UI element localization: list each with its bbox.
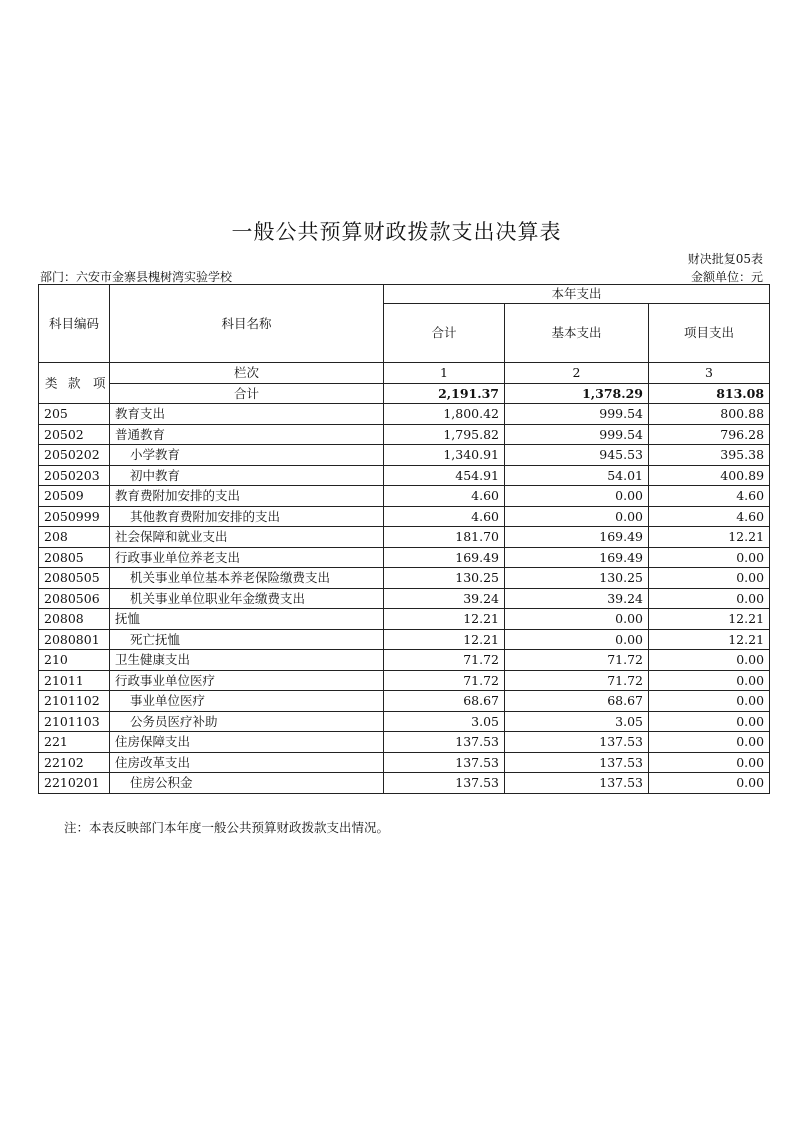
table-row <box>39 670 770 691</box>
table-row <box>39 465 770 486</box>
total-row <box>39 383 770 404</box>
table-row <box>39 445 770 466</box>
row-basic: 999.54 <box>505 424 649 445</box>
header-column-no: 栏次 <box>110 363 384 384</box>
row-project: 0.00 <box>649 588 770 609</box>
row-name: 住房保障支出 <box>110 732 384 753</box>
row-basic: 54.01 <box>505 465 649 486</box>
row-name: 其他教育费附加安排的支出 <box>110 506 384 527</box>
row-name: 行政事业单位养老支出 <box>110 547 384 568</box>
table-row <box>39 773 770 794</box>
table-row <box>39 527 770 548</box>
row-basic: 0.00 <box>505 629 649 650</box>
row-project: 0.00 <box>649 568 770 589</box>
row-code: 2080506 <box>39 588 110 609</box>
row-total: 3.05 <box>384 711 505 732</box>
row-name: 抚恤 <box>110 609 384 630</box>
total-label: 合计 <box>110 383 384 404</box>
row-code: 208 <box>39 527 110 548</box>
row-project: 0.00 <box>649 732 770 753</box>
department-label: 部门：六安市金寨县槐树湾实验学校 <box>40 270 233 284</box>
row-basic: 999.54 <box>505 404 649 425</box>
footnote: 注：本表反映部门本年度一般公共预算财政拨款支出情况。 <box>64 820 390 835</box>
row-name: 卫生健康支出 <box>110 650 384 671</box>
row-code: 2210201 <box>39 773 110 794</box>
row-basic: 137.53 <box>505 732 649 753</box>
total-amount: 2,191.37 <box>384 383 505 404</box>
row-total: 4.60 <box>384 506 505 527</box>
row-code: 21011 <box>39 670 110 691</box>
unit-label: 金额单位：元 <box>690 270 763 284</box>
row-code: 210 <box>39 650 110 671</box>
table-row <box>39 732 770 753</box>
row-project: 796.28 <box>649 424 770 445</box>
row-project: 400.89 <box>649 465 770 486</box>
row-total: 137.53 <box>384 752 505 773</box>
row-basic: 169.49 <box>505 547 649 568</box>
row-code: 2050203 <box>39 465 110 486</box>
row-project: 12.21 <box>649 609 770 630</box>
row-code: 20509 <box>39 486 110 507</box>
row-total: 1,795.82 <box>384 424 505 445</box>
row-name: 小学教育 <box>110 445 384 466</box>
row-total: 39.24 <box>384 588 505 609</box>
table-row <box>39 506 770 527</box>
table-row <box>39 588 770 609</box>
row-code: 2080801 <box>39 629 110 650</box>
table-row <box>39 691 770 712</box>
row-project: 800.88 <box>649 404 770 425</box>
row-basic: 0.00 <box>505 609 649 630</box>
row-name: 住房改革支出 <box>110 752 384 773</box>
row-name: 住房公积金 <box>110 773 384 794</box>
expenditure-table <box>38 284 770 794</box>
row-project: 0.00 <box>649 691 770 712</box>
row-name: 社会保障和就业支出 <box>110 527 384 548</box>
row-project: 4.60 <box>649 486 770 507</box>
row-basic: 71.72 <box>505 670 649 691</box>
row-project: 12.21 <box>649 527 770 548</box>
table-row <box>39 547 770 568</box>
table-row <box>39 568 770 589</box>
row-total: 169.49 <box>384 547 505 568</box>
row-project: 0.00 <box>649 547 770 568</box>
row-code: 2101103 <box>39 711 110 732</box>
row-basic: 3.05 <box>505 711 649 732</box>
header-row-3 <box>39 363 770 384</box>
row-total: 181.70 <box>384 527 505 548</box>
row-code: 20808 <box>39 609 110 630</box>
row-basic: 39.24 <box>505 588 649 609</box>
row-name: 死亡抚恤 <box>110 629 384 650</box>
table-row <box>39 404 770 425</box>
row-code: 2050202 <box>39 445 110 466</box>
header-col2: 2 <box>505 363 649 384</box>
row-basic: 71.72 <box>505 650 649 671</box>
row-name: 机关事业单位职业年金缴费支出 <box>110 588 384 609</box>
row-project: 395.38 <box>649 445 770 466</box>
form-number: 财决批复05表 <box>687 252 763 266</box>
row-name: 公务员医疗补助 <box>110 711 384 732</box>
row-name: 行政事业单位医疗 <box>110 670 384 691</box>
row-total: 68.67 <box>384 691 505 712</box>
header-row-1 <box>39 285 770 304</box>
header-total: 合计 <box>384 304 505 363</box>
table-row <box>39 424 770 445</box>
row-total: 4.60 <box>384 486 505 507</box>
table-row <box>39 711 770 732</box>
header-col1: 1 <box>384 363 505 384</box>
header-lei: 类 <box>45 375 58 391</box>
row-basic: 68.67 <box>505 691 649 712</box>
row-total: 71.72 <box>384 650 505 671</box>
total-basic: 1,378.29 <box>505 383 649 404</box>
row-total: 12.21 <box>384 629 505 650</box>
row-project: 0.00 <box>649 752 770 773</box>
row-basic: 130.25 <box>505 568 649 589</box>
row-project: 0.00 <box>649 670 770 691</box>
row-code: 2080505 <box>39 568 110 589</box>
row-project: 0.00 <box>649 650 770 671</box>
row-code: 2050999 <box>39 506 110 527</box>
header-xiang: 项 <box>93 375 106 391</box>
row-basic: 0.00 <box>505 486 649 507</box>
row-code: 20805 <box>39 547 110 568</box>
table-row <box>39 650 770 671</box>
header-project: 项目支出 <box>649 304 770 363</box>
table-row <box>39 486 770 507</box>
row-total: 1,340.91 <box>384 445 505 466</box>
row-basic: 137.53 <box>505 752 649 773</box>
row-name: 教育费附加安排的支出 <box>110 486 384 507</box>
row-total: 130.25 <box>384 568 505 589</box>
row-total: 71.72 <box>384 670 505 691</box>
row-total: 454.91 <box>384 465 505 486</box>
header-col3: 3 <box>649 363 770 384</box>
table-row <box>39 609 770 630</box>
page-title: 一般公共预算财政拨款支出决算表 <box>231 220 562 244</box>
row-basic: 169.49 <box>505 527 649 548</box>
row-name: 教育支出 <box>110 404 384 425</box>
row-name: 事业单位医疗 <box>110 691 384 712</box>
total-project: 813.08 <box>649 383 770 404</box>
row-basic: 945.53 <box>505 445 649 466</box>
row-code: 2101102 <box>39 691 110 712</box>
header-basic: 基本支出 <box>505 304 649 363</box>
row-total: 1,800.42 <box>384 404 505 425</box>
row-project: 4.60 <box>649 506 770 527</box>
row-code: 20502 <box>39 424 110 445</box>
table-row <box>39 752 770 773</box>
row-project: 0.00 <box>649 711 770 732</box>
row-code: 22102 <box>39 752 110 773</box>
header-current-year: 本年支出 <box>384 285 770 304</box>
row-basic: 137.53 <box>505 773 649 794</box>
header-name: 科目名称 <box>110 285 384 363</box>
row-basic: 0.00 <box>505 506 649 527</box>
header-kuan: 款 <box>68 375 81 391</box>
header-lei-kuan-xiang <box>39 363 110 404</box>
row-total: 137.53 <box>384 773 505 794</box>
row-total: 12.21 <box>384 609 505 630</box>
row-project: 12.21 <box>649 629 770 650</box>
header-code: 科目编码 <box>39 285 110 363</box>
row-code: 221 <box>39 732 110 753</box>
row-name: 普通教育 <box>110 424 384 445</box>
row-name: 初中教育 <box>110 465 384 486</box>
row-name: 机关事业单位基本养老保险缴费支出 <box>110 568 384 589</box>
row-project: 0.00 <box>649 773 770 794</box>
row-total: 137.53 <box>384 732 505 753</box>
row-code: 205 <box>39 404 110 425</box>
table-row <box>39 629 770 650</box>
